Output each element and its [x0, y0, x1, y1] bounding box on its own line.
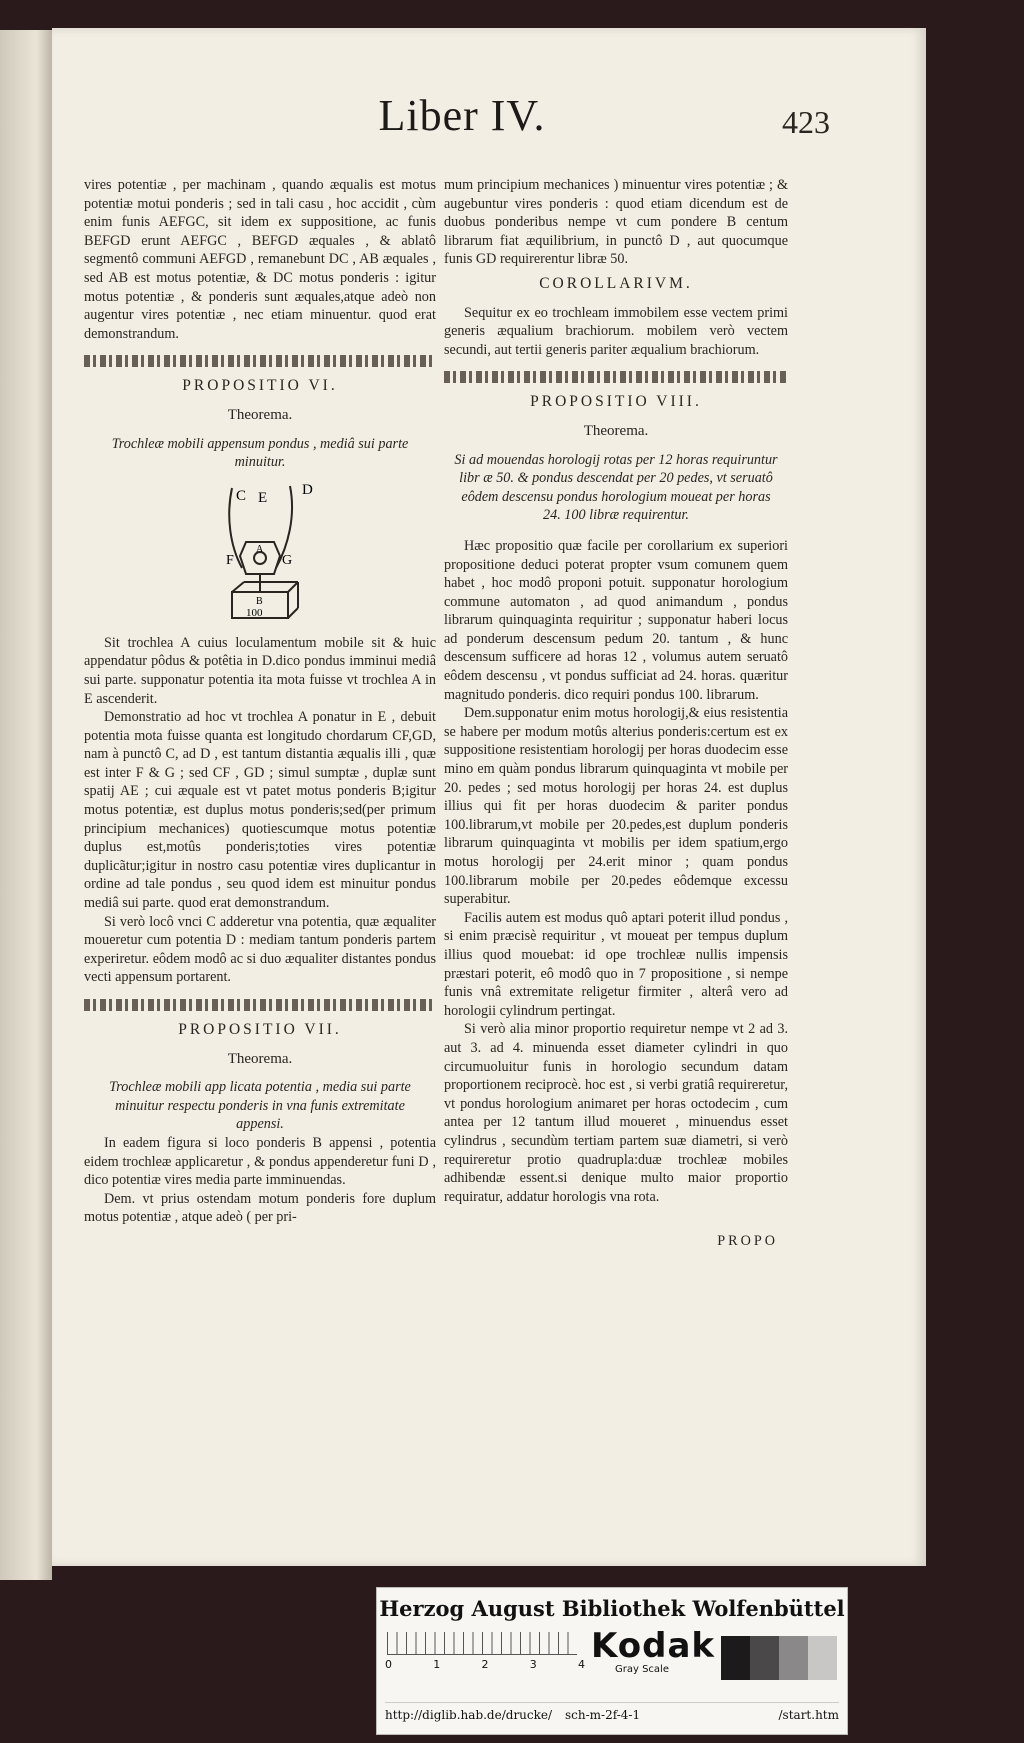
scale-ruler: [387, 1632, 577, 1655]
left-column: [84, 176, 436, 1227]
figure-label-f: F: [226, 552, 234, 568]
paragraph: Hæc propositio quæ facile per corollarium ex superiori propositione deduci poterat propter vsum comunem quem habet , hoc modô proponi potuit. supponatur horologium commune automaton , ad quod animandum , pondus librarum quinquaginta requiritur ; supponatur haberi locus ad ponderum descensum pedum 20. tantum , & hunc descensum sufficere ad horas 12 , volumus autem seruatô eôdem descensu , vt pondus sufficiat ad 24. horas. quæritur magnitudo ponderis. dico requiri pondus 100. librarum.: [444, 537, 788, 703]
url-base: http://diglib.hab.de/drucke/: [385, 1708, 553, 1722]
ruler-number: 3: [529, 1658, 537, 1671]
gray-patch: [779, 1636, 808, 1680]
corollary-heading: COROLLARIVM.: [539, 274, 693, 292]
running-title: Liber IV.: [378, 91, 546, 140]
figure-label-b: B: [256, 595, 263, 607]
figure-label-a: A: [256, 543, 264, 555]
proposition-heading: PROPOSITIO VI.: [182, 377, 338, 395]
ruler-number: 1: [433, 1658, 441, 1671]
figure-label-e: E: [258, 489, 268, 506]
proposition-heading: PROPOSITIO VII.: [178, 1021, 342, 1038]
ruler-numbers: [385, 1658, 585, 1671]
ruler-number: 2: [481, 1658, 489, 1671]
paragraph: Facilis autem est modus quô aptari poterit illud pondus , si enim præcisè requiritur , vt moueat per tempus duplum illius quod mouebat: id ope trochleæ nullis impensis præstari poterit, eô modô quo in 7 propositione , si nempe funis vnâ extremitate religetur firmiter , alterâ vero ad horologii cylindrum pertingat.: [444, 909, 788, 1019]
previous-page-edge: [0, 30, 52, 1580]
book-page: [52, 28, 926, 1566]
library-name: Herzog August Bibliothek Wolfenbüttel: [379, 1596, 845, 1621]
url-id: sch-m-2f-4-1: [565, 1708, 641, 1722]
proposition-enunciation: Trochleæ mobili appensum pondus , mediâ sui parte minuitur.: [111, 435, 409, 471]
paragraph: Dem.supponatur enim motus horologij,& eius resistentia se habere per modum motûs alterius ponderis:certum est ex suppositione resistentiam horologij per horas duodecim esse mino em quàm pondus librarum quinquaginta vt mobile per 20. pedes ; sed motus horologij per horas 24. est duplus illius qui fit per horas duodecim & pariter pondus 100.librarum,vt mobile per 20.pedes,est duplum ponderis librarum quinquaginta vt mobilis per idem spatium,ergo motus horologij per 24.erit minor ; quam pondus 100.librarum mobile per 20.pedes eôdemque excessu superabitur.: [444, 705, 788, 908]
page-number: 423: [782, 104, 830, 140]
ornament-divider: [84, 355, 436, 367]
ornament-divider: [84, 999, 436, 1011]
kodak-logo: Kodak: [591, 1626, 715, 1666]
proposition-enunciation: Trochleæ mobili app licata potentia , media sui parte minuitur respectu ponderis in vna funis extremitate appensi.: [109, 1079, 411, 1133]
paragraph: vires potentiæ , per machinam , quando æqualis est motus potentiæ motui ponderis ; sed in tali casu , hoc accidit , cùm enim funis AEFGC, sit idem ex suppositione, ac funis BEFGD erunt AEFGC , BEFGD æquales , & ablatô segmentô communi AEFGD , remanebunt DC , AB æquales , sed AB est motus potentiæ, & DC motus ponderis : igitur motus potentiæ , & ponderis sunt æquales,atque adeò non augentur vires potentiæ , nec etiam minuentur. quod erat demonstrandum.: [84, 177, 436, 342]
ornament-divider: [444, 371, 788, 383]
spacer: [444, 525, 788, 537]
ruler-number: 0: [385, 1658, 392, 1671]
right-column: [444, 176, 788, 1251]
theorem-label: Theorema.: [227, 1050, 293, 1067]
catchword: PROPO: [717, 1233, 778, 1250]
ruler-number: 4: [578, 1658, 585, 1671]
proposition-enunciation: Si ad mouendas horologij rotas per 12 horas requiruntur libr æ 50. & pondus descendat per 20 pedes, vt seruatô eôdem descensu pondus horologium moueat per horas 24. 100 libræ requirentur.: [454, 451, 778, 524]
figure-label-d: D: [302, 481, 313, 498]
gray-patch: [808, 1636, 837, 1680]
gray-patch: [750, 1636, 779, 1680]
figure-label-c: C: [236, 487, 247, 504]
paragraph: In eadem figura si loco ponderis B appensi , potentia eidem trochleæ applicaretur , & pondus appenderetur funi D , dico potentiæ vires media parte imminuendas.: [84, 1134, 436, 1189]
paragraph: Sequitur ex eo trochleam immobilem esse vectem primi generis æqualium brachiorum. mobilem verò vectem secundi, aut tertii generis pariter æqualium brachiorum.: [444, 304, 788, 358]
url-end: /start.htm: [778, 1708, 839, 1722]
gray-patch: [721, 1636, 750, 1680]
paragraph: mum principium mechanices ) minuentur vires potentiæ ; & augebuntur vires ponderis : quod etiam dicendum est de duobus ponderibus nempe vt cum pondere B centum librarum fiat æquilibrium, in punctô D , aut quocumque funis GD requirerentur libræ 50.: [444, 177, 788, 268]
paragraph: Demonstratio ad hoc vt trochlea A ponatur in E , debuit potentia mota fuisse quanta est longitudo chordarum CF,GD, nam à punctô C, ad D , est tantum distantia æqualis illi , quæ est inter F & G ; sed CF , GD ; simul sumptæ , duplæ sunt spatij AE ; cui æquale est vt patet motus ponderis B;igitur motus potentiæ, est duplus motus ponderis;sed(per primum principium mechanices) quotiescumque motus potentiæ duplus est,motûs ponderis;toties vires potentiæ duplicãtur;igitur in nostro casu potentiæ vires duplicantur in ordine ad tale pondus , seu quod idem est minuitur pondus mediâ sui parte. quod erat demonstrandum.: [84, 709, 436, 912]
figure-label-g: G: [282, 552, 293, 568]
kodak-color-card: [376, 1587, 848, 1735]
figure-weight-label: 100: [246, 606, 263, 619]
proposition-heading: PROPOSITIO VIII.: [530, 393, 702, 411]
paragraph: Si verò locô vnci C adderetur vna potentia, quæ æqualiter moueretur cum potentia D : mediam tantum ponderis partem experiretur. eôdem modô ac si duo æqualiter distantes pondus vecti appensum portarent.: [84, 913, 436, 986]
gray-scale-patches: [721, 1636, 837, 1680]
pulley-figure: [170, 476, 350, 626]
paragraph: Sit trochlea A cuius loculamentum mobile sit & huic appendatur pôdus & potêtia in D.dico pondus imminui mediâ sui parte. supponatur potentia ita mota fuisse vt trochlea A in E ascenderit.: [84, 634, 436, 707]
paragraph: Dem. vt prius ostendam motum ponderis fore duplum motus potentiæ , atque adeò ( per pri-: [84, 1190, 436, 1226]
theorem-label: Theorema.: [583, 422, 649, 439]
gray-scale-label: Gray Scale: [615, 1664, 669, 1675]
source-url: [385, 1702, 839, 1727]
theorem-label: Theorema.: [227, 406, 293, 423]
paragraph: Si verò alia minor proportio requiretur nempe vt 2 ad 3. aut 3. ad 4. minuenda esset diameter cylindri in quo circumuoluitur funis in horologio secundum datam proportionem reciprocè. hoc est , si verbi gratiâ requireretur, vt pondus horologium animaret per horas octodecim , cum antea per 12 tantum illud moueret , minuendus esset cylindrus , secundùm tertiam partem suæ diametri, si verò requireretur protio quadrupla:duæ trochleæ mobiles adhibendæ essent.si denique multo maior proportio requiratur, addatur horologis vna rota.: [444, 1021, 788, 1205]
